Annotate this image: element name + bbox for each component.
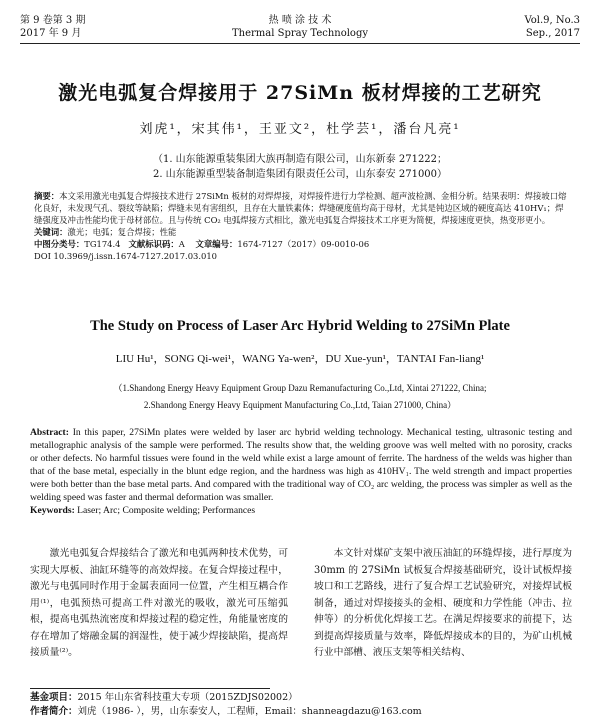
abstract-label-en: Abstract: bbox=[30, 427, 69, 438]
paper-title-en: The Study on Process of Laser Arc Hybrid Welding to 27SiMn Plate bbox=[90, 318, 510, 334]
author-bio-label: 作者简介： bbox=[30, 706, 78, 717]
body-paragraph-right: 本文针对煤矿支架中液压油缸的环缝焊接，进行厚度为 30mm 的 27SiMn 试板复合焊接基础研究，设计试板焊接坡口和工艺路线，进行了复合焊工艺试验研究，对接焊试板制备，通过对焊接接头的金相、硬度和力学性能（冲击、拉伸等）的分析优化焊接工艺。在满足焊接要求的前提下，达到提高焊接质量与效率，降低焊接成本的目的，为矿山机械行业中部槽、液压支架等相关结构、 bbox=[314, 548, 572, 658]
body-paragraph-left: 激光电弧复合焊接结合了激光和电弧两种技术优势，可实现大厚板、油缸环缝等的高效焊接。在复合焊接过程中，激光与电弧同时作用于金属表面同一位置，产生相互耦合作用⁽¹⁾，电弧预热可提高工件对激光的吸收，激光可压缩弧根，提高电弧热流密度和焊接过程的稳定性，角能量密度的存在增加了熔融金属的润湿性，使于减少焊接缺陷，提高焊接质量⁽²⁾。 bbox=[30, 548, 288, 658]
paper-title-cn: 激光电弧复合焊接用于 27SiMn 板材焊接的工艺研究 bbox=[58, 82, 542, 104]
author-list-cn: 刘虎¹，宋其伟¹，王亚文²，杜学芸¹，潘台凡亮¹ bbox=[139, 122, 461, 137]
footnote-rule bbox=[30, 688, 270, 689]
article-no-label: 文章编号： bbox=[195, 239, 238, 249]
journal-volume-issue-cn: 第 9 卷第 3 期 bbox=[20, 15, 86, 26]
article-no-value: 1674-7127（2017）09-0010-06 bbox=[237, 239, 370, 249]
doi: DOI 10.3969/j.issn.1674-7127.2017.03.010 bbox=[34, 251, 217, 261]
abstract-block-en bbox=[30, 426, 572, 517]
author-bio-text: 刘虎（1986- ），男，山东泰安人，工程师，Email：shanneagdazu@163.com bbox=[77, 706, 422, 717]
affiliation-1-cn: （1. 山东能源重装集团大族再制造有限公司，山东新泰 271222； bbox=[152, 154, 448, 165]
doc-code-value: A bbox=[178, 239, 185, 249]
body-column-left bbox=[30, 546, 288, 662]
journal-date-en: Sep., 2017 bbox=[525, 28, 580, 39]
keywords-text-en: Laser; Arc; Composite welding; Performances bbox=[77, 505, 256, 516]
funding-text: 2015 年山东省科技重大专项（2015ZDJS02002） bbox=[77, 692, 298, 703]
keywords-label-cn: 关键词： bbox=[34, 227, 68, 237]
journal-date-cn: 2017 年 9 月 bbox=[20, 28, 82, 39]
funding-label: 基金项目： bbox=[30, 692, 78, 703]
doc-code-label: 文献标识码： bbox=[128, 239, 179, 249]
body-column-right bbox=[314, 546, 572, 662]
affiliation-2-cn: 2. 山东能源重型装备制造集团有限责任公司，山东泰安 271000） bbox=[152, 169, 448, 180]
author-bio-note bbox=[30, 705, 580, 719]
abstract-text-en: In this paper, 27SiMn plates were welded by laser arc hybrid welding technology. Mechanical testing, ultrasonic testing and metallographic analysis of the sample were performed. The results show that, the welding groove was well melted with no porosity, cracks or other defects. No harmful tissues were found in the weld while exist a large amount of ferrite. The hardness of the welds was higher than that of the base metal, especially in the blunt edge region, and the hardness was high as 410HV₁. The weld strength and impact properties were both better than the base metal parts. And compared with the traditional way of CO₂ arc welding, the process was simpler as well as the welding speed was faster and thermal deformation was smaller. bbox=[30, 427, 572, 503]
abstract-cn bbox=[34, 190, 570, 226]
abstract-en bbox=[30, 426, 572, 504]
abstract-block-cn bbox=[34, 190, 570, 262]
keywords-text-cn: 激光；电弧；复合焊接；性能 bbox=[67, 227, 177, 237]
journal-name-en: Thermal Spray Technology bbox=[231, 28, 369, 39]
clc-value: TG174.4 bbox=[84, 239, 121, 249]
abstract-text-cn: 本文采用激光电弧复合焊接技术进行 27SiMn 板材的对焊焊接，对焊接件进行力学检测、超声波检测、金相分析。结果表明：焊接坡口熔化良好，未发现气孔、裂纹等缺陷；焊缝未见有害组织，且存在大量铁素体；焊缝硬度值均高于母材，尤其是钝边区域的硬度高达 410HV₁；焊缝强度及冲击性能均优于母材部位。且与传统 CO₂ 电弧焊接方式相比，激光电弧复合焊接技术工序更为简便，焊接速度更快，热变形更小。 bbox=[34, 191, 567, 225]
keywords-cn bbox=[34, 226, 570, 238]
author-list-en: LIU Hu¹，SONG Qi-wei¹，WANG Ya-wen²，DU Xue-yun¹，TANTAI Fan-liang¹ bbox=[115, 353, 485, 365]
journal-name-cn: 热 喷 涂 技 术 bbox=[268, 15, 332, 26]
keywords-en bbox=[30, 504, 572, 517]
header-rule bbox=[20, 43, 580, 44]
funding-note bbox=[30, 691, 580, 705]
affiliation-2-en: 2.Shandong Energy Heavy Equipment Manufacturing Co.,Ltd, Taian 271000, China） bbox=[143, 400, 457, 410]
classification-line bbox=[34, 238, 570, 250]
clc-label: 中图分类号： bbox=[34, 239, 85, 249]
abstract-label-cn: 摘要： bbox=[34, 191, 60, 201]
keywords-label-en: Keywords: bbox=[30, 505, 75, 516]
affiliations-en bbox=[0, 380, 600, 414]
footnotes bbox=[30, 691, 580, 719]
journal-volume-issue-en: Vol.9, No.3 bbox=[524, 15, 580, 26]
affiliations-cn bbox=[0, 152, 600, 182]
affiliation-1-en: （1.Shandong Energy Heavy Equipment Group Dazu Remanufacturing Co.,Ltd, Xintai 271222, China; bbox=[113, 383, 487, 393]
